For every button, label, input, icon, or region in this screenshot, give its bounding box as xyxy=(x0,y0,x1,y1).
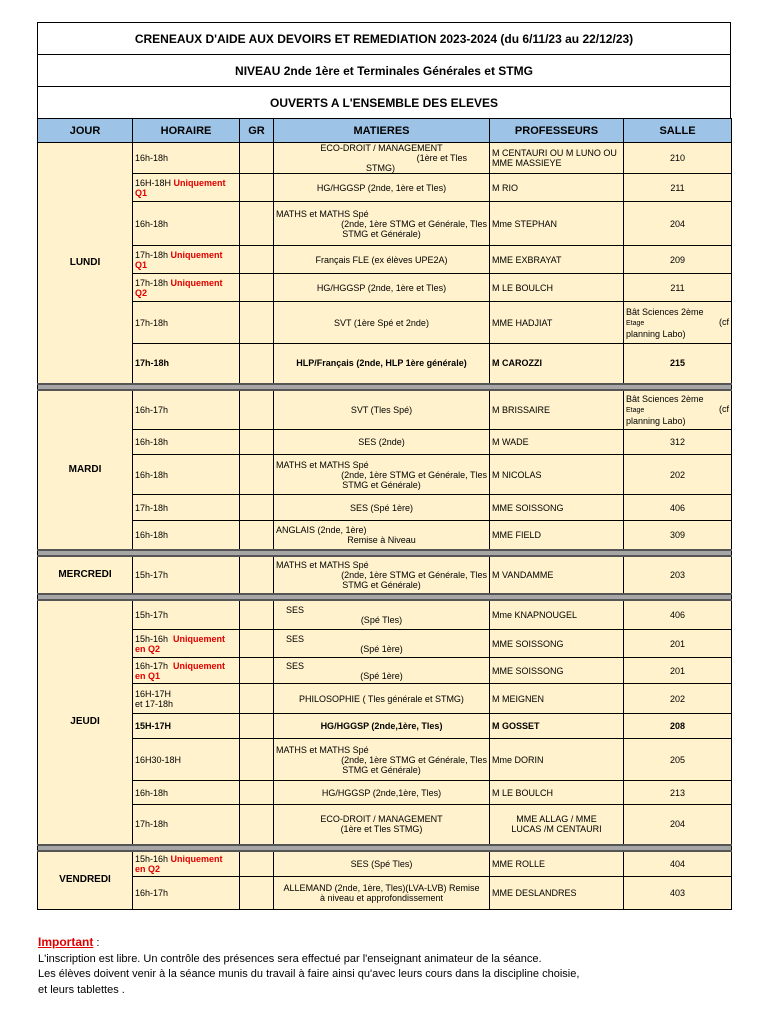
horaire: 16h-18h xyxy=(133,202,240,246)
gr xyxy=(240,455,274,495)
salle: 211 xyxy=(624,274,732,302)
matiere: HG/HGGSP (2nde,1ère, Tles) xyxy=(274,714,490,739)
gr xyxy=(240,202,274,246)
matiere: MATHS et MATHS Spé (2nde, 1ère STMG et Générale, Tles STMG et Générale) xyxy=(274,556,490,594)
table-row xyxy=(38,805,732,845)
matiere: MATHS et MATHS Spé (2nde, 1ère STMG et Générale, Tles STMG et Générale) xyxy=(274,455,490,495)
horaire: 16h-17h Uniquement en Q1 xyxy=(133,658,240,684)
professeur: MME SOISSONG xyxy=(490,495,624,521)
salle: 208 xyxy=(624,714,732,739)
horaire: 16H-17H et 17-18h xyxy=(133,684,240,714)
professeur: M CENTAURI OU M LUNO OU MME MASSIEYE xyxy=(490,143,624,174)
gr xyxy=(240,390,274,430)
matiere: Français FLE (ex élèves UPE2A) xyxy=(274,246,490,274)
matiere: ECO-DROIT / MANAGEMENT (1ère et Tles STMG) xyxy=(274,143,490,174)
matiere: MATHS et MATHS Spé (2nde, 1ère STMG et Générale, Tles STMG et Générale) xyxy=(274,739,490,781)
gr xyxy=(240,274,274,302)
timetable-sheet xyxy=(37,22,731,910)
matiere: MATHS et MATHS Spé (2nde, 1ère STMG et Générale, Tles STMG et Générale) xyxy=(274,202,490,246)
col-gr: GR xyxy=(240,119,274,143)
matiere: SES (Spé 1ère) xyxy=(274,495,490,521)
table-row xyxy=(38,714,732,739)
professeur: M LE BOULCH xyxy=(490,274,624,302)
table-row xyxy=(38,495,732,521)
note-line-1: L'inscription est libre. Un contrôle des présences sera effectué par l'enseignant animateur de la séance. xyxy=(38,952,542,965)
table-row xyxy=(38,658,732,684)
matiere: PHILOSOPHIE ( Tles générale et STMG) xyxy=(274,684,490,714)
professeur: Mme DORIN xyxy=(490,739,624,781)
gr xyxy=(240,714,274,739)
professeur: Mme STEPHAN xyxy=(490,202,624,246)
table-row xyxy=(38,877,732,910)
gr xyxy=(240,344,274,384)
horaire: 15H-17H xyxy=(133,714,240,739)
horaire: 16H30-18H xyxy=(133,739,240,781)
professeur: M VANDAMME xyxy=(490,556,624,594)
table-row xyxy=(38,739,732,781)
important-label: Important xyxy=(38,935,94,949)
horaire: 16h-18h xyxy=(133,455,240,495)
professeur: M WADE xyxy=(490,430,624,455)
horaire: 17h-18h xyxy=(133,344,240,384)
matiere: SES (Spé 1ère) xyxy=(274,630,490,658)
table-row xyxy=(38,274,732,302)
table-row xyxy=(38,174,732,202)
gr xyxy=(240,877,274,910)
table-row xyxy=(38,246,732,274)
gr xyxy=(240,684,274,714)
matiere: HG/HGGSP (2nde, 1ère et Tles) xyxy=(274,174,490,202)
table-row xyxy=(38,851,732,877)
horaire: 15h-16h Uniquement en Q2 xyxy=(133,851,240,877)
professeur: MME DESLANDRES xyxy=(490,877,624,910)
matiere: SES (2nde) xyxy=(274,430,490,455)
day-mardi: MARDI xyxy=(38,390,133,550)
col-jour: JOUR xyxy=(38,119,133,143)
professeur: M RIO xyxy=(490,174,624,202)
professeur: Mme KNAPNOUGEL xyxy=(490,600,624,630)
horaire: 15h-17h xyxy=(133,600,240,630)
salle: 202 xyxy=(624,684,732,714)
col-matieres: MATIERES xyxy=(274,119,490,143)
matiere: SVT (Tles Spé) xyxy=(274,390,490,430)
table-row xyxy=(38,521,732,550)
professeur: MME EXBRAYAT xyxy=(490,246,624,274)
day-lundi: LUNDI xyxy=(38,143,133,384)
professeur: MME ALLAG / MME LUCAS /M CENTAURI xyxy=(490,805,624,845)
gr xyxy=(240,658,274,684)
table-row xyxy=(38,556,732,594)
professeur: M CAROZZI xyxy=(490,344,624,384)
professeur: M LE BOULCH xyxy=(490,781,624,805)
gr xyxy=(240,556,274,594)
salle: Bât Sciences 2ème Etage (cf planning Labo) xyxy=(624,302,732,344)
professeur: MME HADJIAT xyxy=(490,302,624,344)
table-row xyxy=(38,390,732,430)
professeur: MME FIELD xyxy=(490,521,624,550)
salle: 205 xyxy=(624,739,732,781)
horaire: 17h-18h Uniquement Q2 xyxy=(133,274,240,302)
matiere: HG/HGGSP (2nde, 1ère et Tles) xyxy=(274,274,490,302)
table-row xyxy=(38,430,732,455)
table-row xyxy=(38,630,732,658)
salle: 406 xyxy=(624,600,732,630)
table-row xyxy=(38,684,732,714)
matiere: SVT (1ère Spé et 2nde) xyxy=(274,302,490,344)
horaire: 15h-17h xyxy=(133,556,240,594)
matiere: SES (Spé Tles) xyxy=(274,851,490,877)
professeur: M NICOLAS xyxy=(490,455,624,495)
salle: 404 xyxy=(624,851,732,877)
salle: 312 xyxy=(624,430,732,455)
salle: 203 xyxy=(624,556,732,594)
matiere: ANGLAIS (2nde, 1ère) Remise à Niveau xyxy=(274,521,490,550)
day-mercredi: MERCREDI xyxy=(38,556,133,594)
salle: 403 xyxy=(624,877,732,910)
matiere: SES (Spé Tles) xyxy=(274,600,490,630)
professeur: M GOSSET xyxy=(490,714,624,739)
matiere: SES (Spé 1ère) xyxy=(274,658,490,684)
gr xyxy=(240,805,274,845)
table-row xyxy=(38,202,732,246)
matiere: ECO-DROIT / MANAGEMENT (1ère et Tles STMG) xyxy=(274,805,490,845)
horaire: 17h-18h xyxy=(133,805,240,845)
salle: 204 xyxy=(624,805,732,845)
horaire: 16H-18H Uniquement Q1 xyxy=(133,174,240,202)
gr xyxy=(240,521,274,550)
horaire: 16h-18h xyxy=(133,781,240,805)
professeur: MME SOISSONG xyxy=(490,658,624,684)
professeur: M MEIGNEN xyxy=(490,684,624,714)
audience-title: OUVERTS A L'ENSEMBLE DES ELEVES xyxy=(37,86,731,118)
salle: 201 xyxy=(624,630,732,658)
table-row xyxy=(38,344,732,384)
gr xyxy=(240,739,274,781)
day-vendredi: VENDREDI xyxy=(38,851,133,910)
gr xyxy=(240,174,274,202)
gr xyxy=(240,430,274,455)
salle: 202 xyxy=(624,455,732,495)
horaire: 16h-18h xyxy=(133,430,240,455)
salle: 309 xyxy=(624,521,732,550)
salle: 211 xyxy=(624,174,732,202)
gr xyxy=(240,781,274,805)
salle: 210 xyxy=(624,143,732,174)
gr xyxy=(240,246,274,274)
salle: 204 xyxy=(624,202,732,246)
notes-section xyxy=(38,935,738,998)
col-salle: SALLE xyxy=(624,119,732,143)
salle: Bât Sciences 2ème Etage (cf planning Labo) xyxy=(624,390,732,430)
matiere: HG/HGGSP (2nde,1ère, Tles) xyxy=(274,781,490,805)
table-row xyxy=(38,600,732,630)
horaire: 16h-18h xyxy=(133,143,240,174)
table-row xyxy=(38,455,732,495)
gr xyxy=(240,630,274,658)
matiere: HLP/Français (2nde, HLP 1ère générale) xyxy=(274,344,490,384)
note-line-2: Les élèves doivent venir à la séance munis du travail à faire ainsi qu'avec leurs cours dans la discipline choisie, xyxy=(38,968,580,980)
professeur: M BRISSAIRE xyxy=(490,390,624,430)
note-line-3: et leurs tablettes . xyxy=(38,983,125,996)
level-title: NIVEAU 2nde 1ère et Terminales Générales et STMG xyxy=(37,54,731,86)
table-header-row xyxy=(38,119,732,143)
table-row xyxy=(38,302,732,344)
horaire: 15h-16h Uniquement en Q2 xyxy=(133,630,240,658)
gr xyxy=(240,143,274,174)
horaire: 17h-18h xyxy=(133,495,240,521)
col-horaire: HORAIRE xyxy=(133,119,240,143)
salle: 215 xyxy=(624,344,732,384)
day-jeudi: JEUDI xyxy=(38,600,133,845)
matiere: ALLEMAND (2nde, 1ère, Tles)(LVA-LVB) Remise à niveau et approfondissement xyxy=(274,877,490,910)
professeur: MME SOISSONG xyxy=(490,630,624,658)
gr xyxy=(240,851,274,877)
horaire: 16h-17h xyxy=(133,390,240,430)
salle: 209 xyxy=(624,246,732,274)
horaire: 17h-18h Uniquement Q1 xyxy=(133,246,240,274)
salle: 201 xyxy=(624,658,732,684)
gr xyxy=(240,302,274,344)
table-row xyxy=(38,781,732,805)
col-professeurs: PROFESSEURS xyxy=(490,119,624,143)
professeur: MME ROLLE xyxy=(490,851,624,877)
salle: 406 xyxy=(624,495,732,521)
table-row xyxy=(38,143,732,174)
gr xyxy=(240,495,274,521)
horaire: 16h-17h xyxy=(133,877,240,910)
gr xyxy=(240,600,274,630)
important-colon: : xyxy=(93,937,100,949)
page-title: CRENEAUX D'AIDE AUX DEVOIRS ET REMEDIATION 2023-2024 (du 6/11/23 au 22/12/23) xyxy=(37,22,731,54)
horaire: 16h-18h xyxy=(133,521,240,550)
horaire: 17h-18h xyxy=(133,302,240,344)
salle: 213 xyxy=(624,781,732,805)
schedule-table xyxy=(37,118,732,910)
